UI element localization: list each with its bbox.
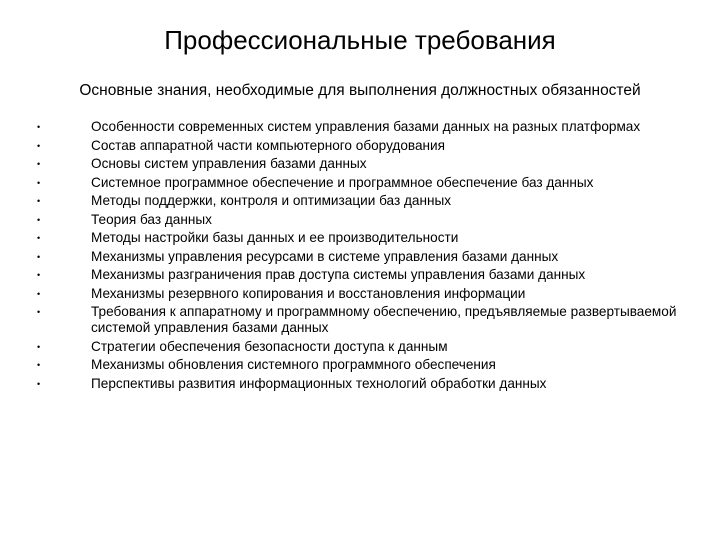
list-item (0, 286, 720, 302)
bullet-icon: • (37, 360, 41, 370)
bullet-icon: • (37, 251, 41, 262)
list-item (0, 339, 720, 355)
bullet-icon: • (37, 159, 41, 169)
list-item (0, 138, 720, 154)
list-item (0, 249, 720, 265)
bullet-icon: • (37, 233, 41, 243)
list-item-text: Методы настройки базы данных и ее производительности (91, 230, 459, 245)
bullet-icon: • (37, 270, 41, 280)
list-item-text: Стратегии обеспечения безопасности доступа к данным (91, 338, 448, 354)
list-item-text: Механизмы обновления системного программного обеспечения (91, 357, 496, 372)
list-item-text: Состав аппаратной части компьютерного оборудования (91, 137, 446, 153)
list-item-text: Механизмы резервного копирования и восстановления информации (91, 285, 526, 301)
bullet-icon: • (37, 341, 41, 352)
list-item-text: Требования к аппаратному и программному обеспечению, предъявляемые развертываемой системой управления базами данных (91, 304, 677, 335)
list-item (0, 230, 720, 246)
bullet-icon: • (37, 177, 41, 188)
bullet-icon: • (37, 214, 41, 225)
list-item (0, 156, 720, 172)
list-item (0, 119, 720, 135)
bullet-icon: • (37, 378, 41, 389)
requirements-list (0, 119, 720, 394)
list-item (0, 357, 720, 373)
list-item-text: Методы поддержки, контроля и оптимизации баз данных (91, 193, 452, 208)
list-item (0, 175, 720, 191)
list-item (0, 193, 720, 209)
section-heading: Основные знания, необходимые для выполнения должностных обязанностей (79, 82, 641, 99)
bullet-icon: • (37, 140, 41, 151)
bullet-icon: • (37, 196, 41, 206)
list-item-text: Теория баз данных (91, 211, 212, 227)
slide-title: Профессиональные требования (164, 25, 556, 55)
list-item (0, 267, 720, 283)
list-item-text: Перспективы развития информационных технологий обработки данных (91, 375, 547, 391)
list-item (0, 212, 720, 228)
list-item-text: Механизмы управления ресурсами в системе управления базами данных (91, 248, 559, 264)
list-item-text: Механизмы разграничения прав доступа системы управления базами данных (91, 267, 586, 282)
bullet-icon: • (37, 307, 41, 317)
list-item-text: Системное программное обеспечение и программное обеспечение баз данных (91, 174, 594, 190)
bullet-icon: • (37, 122, 41, 132)
list-item-text: Основы систем управления базами данных (91, 156, 367, 171)
list-item (0, 304, 720, 336)
list-item (0, 376, 720, 392)
bullet-icon: • (37, 288, 41, 299)
list-item-text: Особенности современных систем управления базами данных на разных платформах (91, 119, 641, 134)
